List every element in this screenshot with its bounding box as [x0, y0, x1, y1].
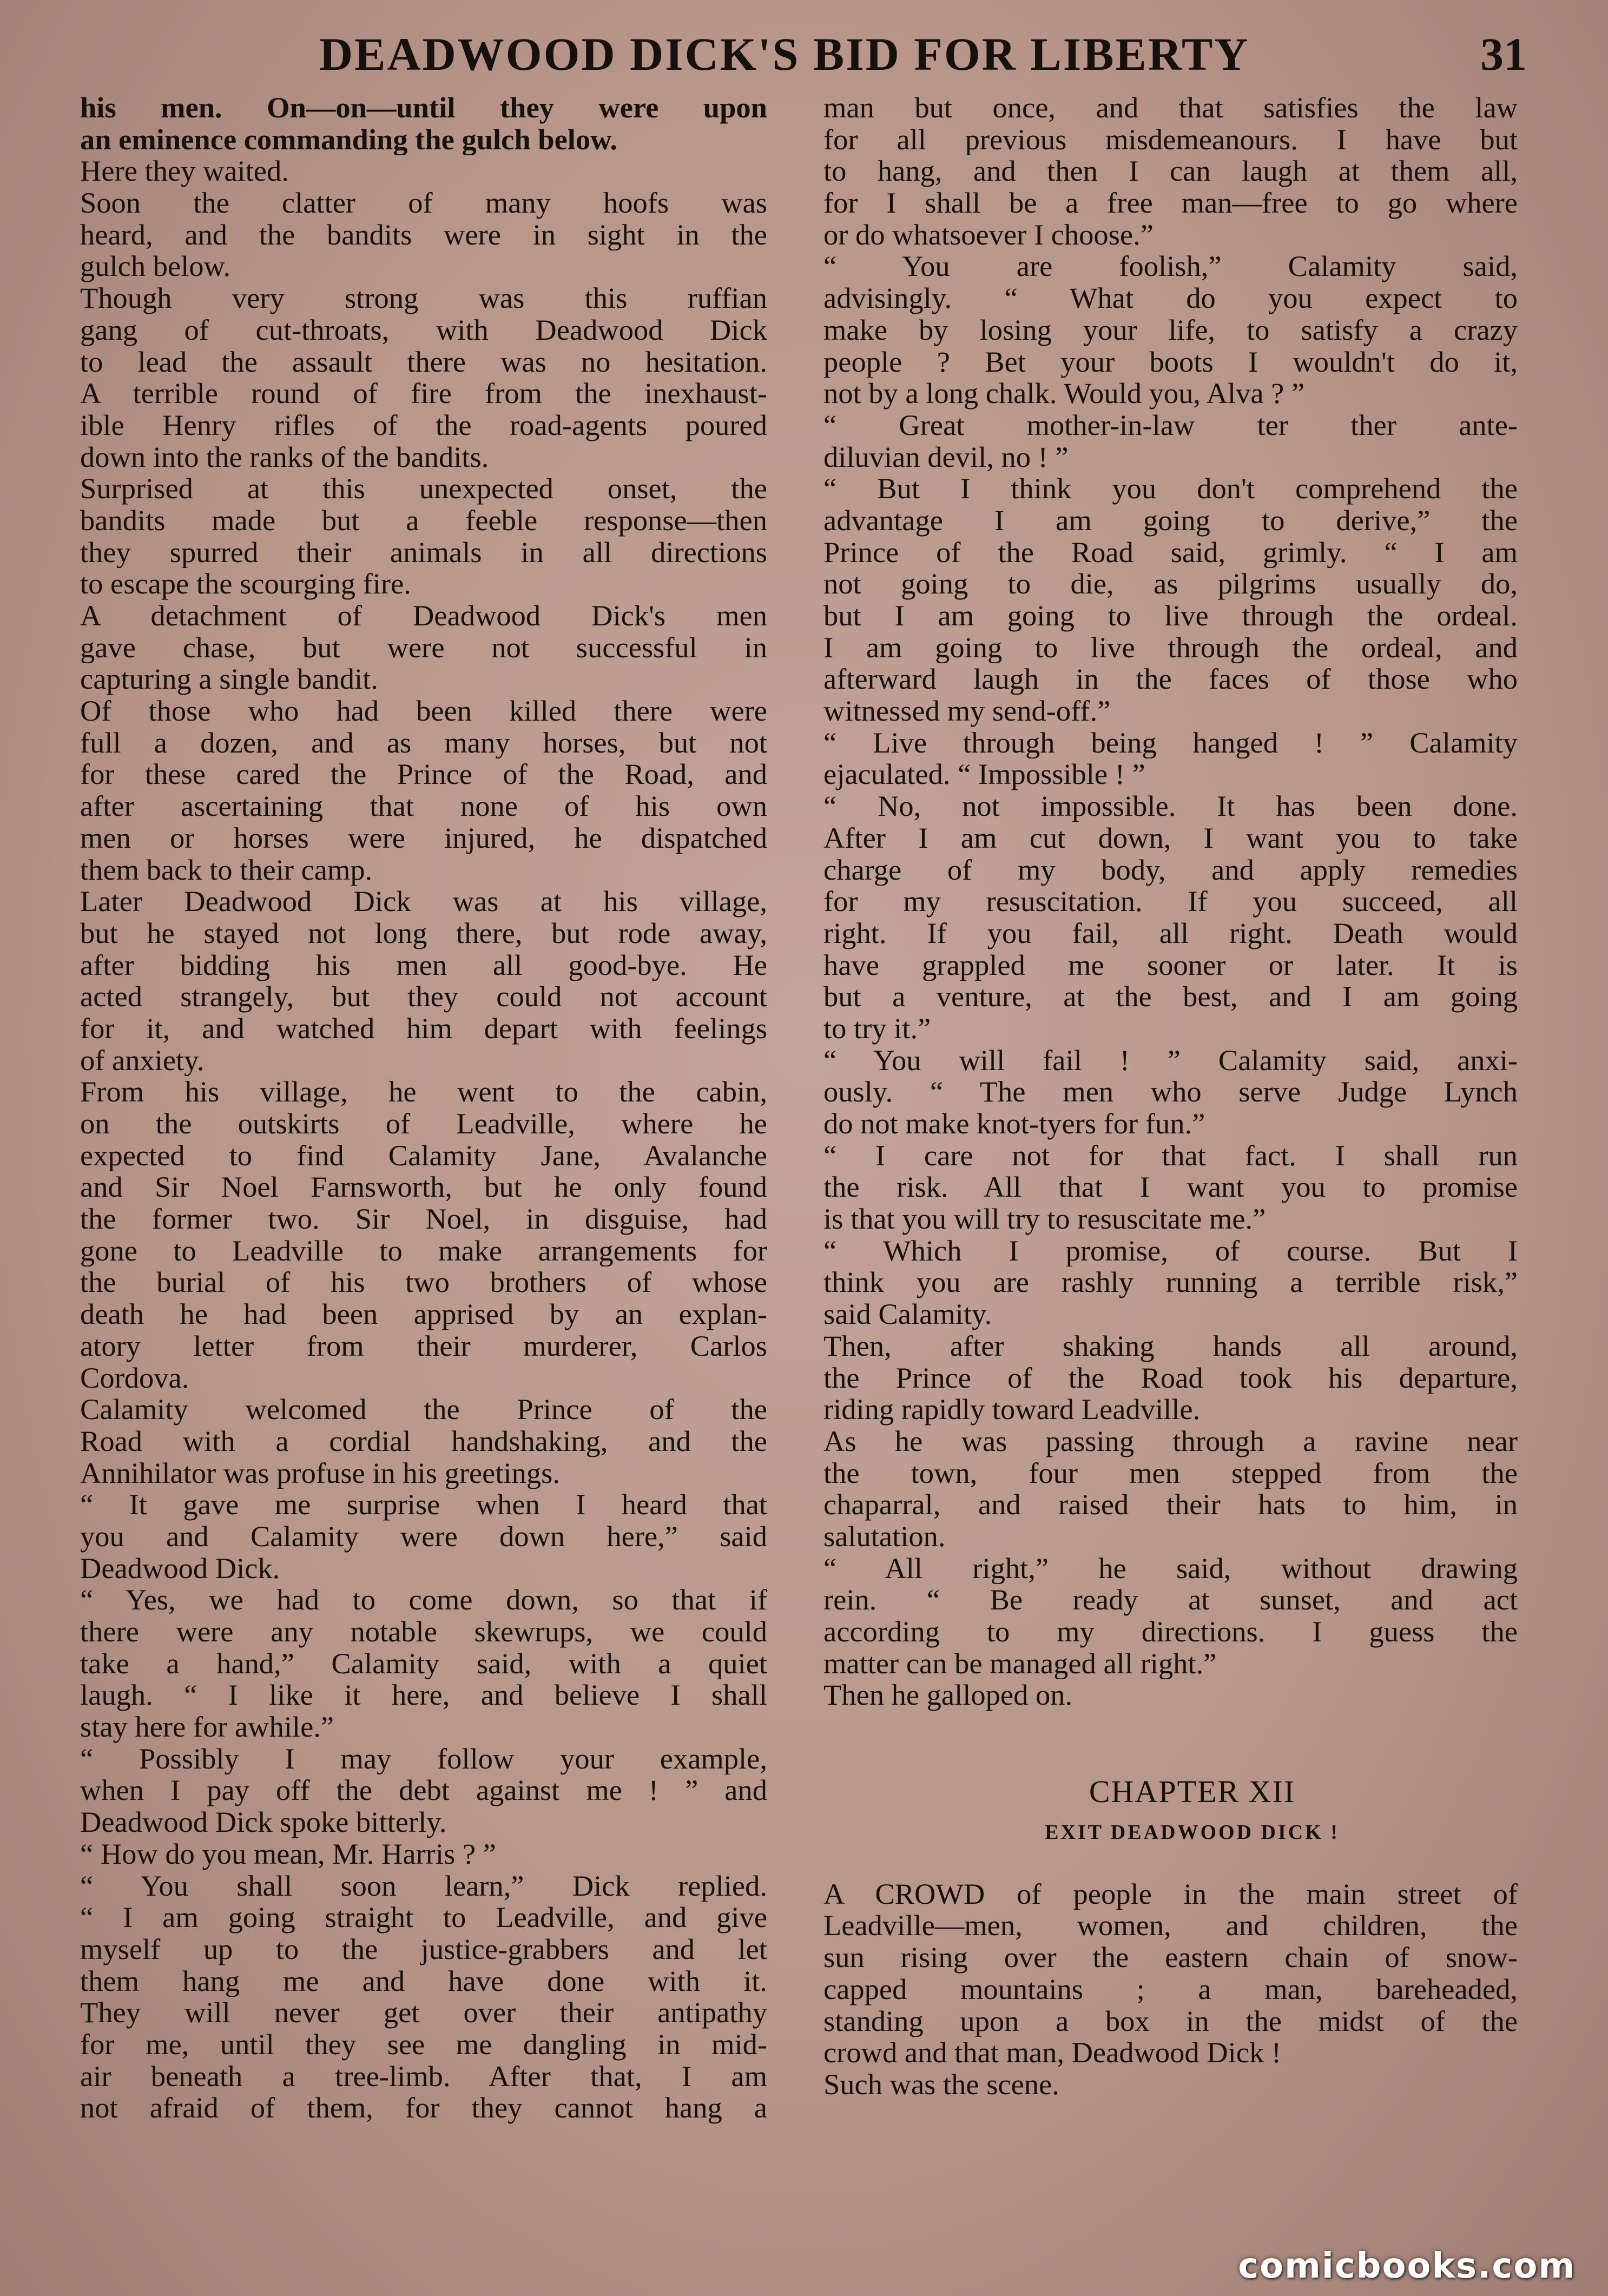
right-column — [823, 92, 1518, 2101]
text-line: after bidding his men all good-bye. He — [80, 949, 767, 981]
text-line: gang of cut-throats, with Deadwood Dick — [80, 314, 767, 346]
text-line: “ But I think you don't comprehend the — [823, 473, 1518, 505]
text-line: As he was passing through a ravine near — [823, 1425, 1518, 1457]
left-column — [80, 92, 767, 2124]
text-line: “ It gave me surprise when I heard that — [80, 1489, 767, 1521]
text-line: “ Great mother-in-law ter ther ante- — [823, 409, 1518, 441]
text-line: do not make knot-tyers for fun.” — [823, 1108, 1205, 1140]
text-line: atory letter from their murderer, Carlos — [80, 1330, 767, 1362]
text-line: A detachment of Deadwood Dick's men — [80, 600, 767, 632]
text-line: myself up to the justice-grabbers and let — [80, 1933, 767, 1965]
text-line: From his village, he went to the cabin, — [80, 1076, 767, 1108]
text-line: to hang, and then I can laugh at them all, — [823, 155, 1518, 188]
text-line: stay here for awhile.” — [80, 1711, 334, 1743]
text-line: Here they waited. — [80, 155, 289, 188]
text-line: Annihilator was profuse in his greetings. — [80, 1457, 560, 1489]
text-line: to try it.” — [823, 1012, 931, 1045]
text-line: for my resuscitation. If you succeed, all — [823, 886, 1518, 918]
text-line: ible Henry rifles of the road-agents poured — [80, 409, 767, 441]
text-line: “ I care not for that fact. I shall run — [823, 1139, 1518, 1172]
text-line: Later Deadwood Dick was at his village, — [80, 886, 767, 918]
text-line: I am going to live through the ordeal, and — [823, 631, 1518, 664]
text-line: heard, and the bandits were in sight in the — [80, 219, 767, 251]
text-line: ously. “ The men who serve Judge Lynch — [823, 1076, 1518, 1108]
text-line: according to my directions. I guess the — [823, 1616, 1518, 1648]
text-line: expected to find Calamity Jane, Avalanche — [80, 1139, 767, 1172]
text-line: you and Calamity were down here,” said — [80, 1520, 767, 1553]
text-line: they spurred their animals in all directions — [80, 536, 767, 569]
text-line: riding rapidly toward Leadville. — [823, 1394, 1201, 1426]
text-line: rein. “ Be ready at sunset, and act — [823, 1584, 1518, 1616]
text-line: take a hand,” Calamity said, with a quiet — [80, 1647, 767, 1680]
text-line: think you are rashly running a terrible risk,” — [823, 1266, 1518, 1299]
text-line: Road with a cordial handshaking, and the — [80, 1425, 767, 1457]
text-line: not going to die, as pilgrims usually do, — [823, 568, 1518, 600]
text-line: Soon the clatter of many hoofs was — [80, 187, 767, 219]
text-line: said Calamity. — [823, 1298, 992, 1330]
text-line: Surprised at this unexpected onset, the — [80, 473, 767, 505]
text-line: for me, until they see me dangling in mid- — [80, 2028, 767, 2061]
text-line: full a dozen, and as many horses, but not — [80, 727, 767, 759]
right-column-text — [823, 92, 1518, 1711]
text-line: and Sir Noel Farnsworth, but he only found — [80, 1171, 767, 1204]
text-line: Prince of the Road said, grimly. “ I am — [823, 536, 1518, 569]
text-line: Deadwood Dick spoke bitterly. — [80, 1806, 447, 1838]
text-line: “ You will fail ! ” Calamity said, anxi- — [823, 1044, 1518, 1077]
text-line: after ascertaining that none of his own — [80, 790, 767, 822]
text-line: Then, after shaking hands all around, — [823, 1330, 1518, 1362]
chapter-heading: CHAPTER XII — [1089, 1773, 1296, 1809]
watermark: comicbooks.com — [1238, 2246, 1576, 2286]
text-line: They will never get over their antipathy — [80, 1997, 767, 2029]
text-line: there were any notable skewrups, we could — [80, 1616, 767, 1648]
text-line: the risk. All that I want you to promise — [823, 1171, 1518, 1204]
text-line: on the outskirts of Leadville, where he — [80, 1108, 767, 1140]
text-line: laugh. “ I like it here, and believe I shall — [80, 1679, 767, 1712]
page-header — [81, 22, 1527, 87]
text-line: “ All right,” he said, without drawing — [823, 1552, 1518, 1585]
text-line: “ Live through being hanged ! ” Calamity — [823, 727, 1518, 759]
text-line: to lead the assault there was no hesitation. — [80, 346, 767, 378]
text-line: an eminence commanding the gulch below. — [80, 123, 618, 156]
text-line: “ Yes, we had to come down, so that if — [80, 1584, 767, 1616]
text-line: capturing a single bandit. — [80, 663, 378, 696]
text-line: Deadwood Dick. — [80, 1552, 280, 1585]
text-line: A CROWD of people in the main street of — [823, 1878, 1518, 1910]
text-line: for all previous misdemeanours. I have but — [823, 123, 1518, 156]
text-line: charge of my body, and apply remedies — [823, 854, 1518, 886]
text-line: gone to Leadville to make arrangements for — [80, 1235, 767, 1267]
text-line: for these cared the Prince of the Road, and — [80, 758, 767, 791]
text-line: Cordova. — [80, 1362, 189, 1394]
text-line: them hang me and have done with it. — [80, 1965, 767, 1997]
text-line: when I pay off the debt against me ! ” and — [80, 1774, 767, 1807]
text-line: “ I am going straight to Leadville, and give — [80, 1902, 767, 1934]
text-line: but he stayed not long there, but rode away, — [80, 917, 767, 949]
text-line: advantage I am going to derive,” the — [823, 504, 1518, 537]
text-line: After I am cut down, I want you to take — [823, 822, 1518, 854]
text-line: “ No, not impossible. It has been done. — [823, 790, 1518, 822]
text-line: of anxiety. — [80, 1044, 205, 1077]
text-line: bandits made but a feeble response—then — [80, 504, 767, 537]
text-line: standing upon a box in the midst of the — [823, 2005, 1518, 2037]
text-line: death he had been apprised by an explan- — [80, 1298, 767, 1330]
text-line: his men. On—on—until they were upon — [80, 92, 767, 124]
text-line: the former two. Sir Noel, in disguise, had — [80, 1203, 767, 1235]
text-line: people ? Bet your boots I wouldn't do it, — [823, 346, 1518, 378]
text-line: the Prince of the Road took his departure, — [823, 1362, 1518, 1394]
text-line: ejaculated. “ Impossible ! ” — [823, 758, 1145, 791]
text-line: men or horses were injured, he dispatched — [80, 822, 767, 854]
running-title: DEADWOOD DICK'S BID FOR LIBERTY — [319, 28, 1250, 80]
text-line: for I shall be a free man—free to go where — [823, 187, 1518, 219]
text-line: salutation. — [823, 1520, 946, 1553]
text-line: not afraid of them, for they cannot hang a — [80, 2092, 767, 2124]
text-line: “ Possibly I may follow your example, — [80, 1743, 767, 1775]
text-line: “ You shall soon learn,” Dick replied. — [80, 1870, 767, 1902]
text-line: Leadville—men, women, and children, the — [823, 1910, 1518, 1942]
page-number: 31 — [1480, 28, 1527, 80]
text-line: A terrible round of fire from the inexhaust- — [80, 378, 767, 410]
text-line: gulch below. — [80, 250, 230, 283]
text-line: crowd and that man, Deadwood Dick ! — [823, 2037, 1282, 2069]
text-line: is that you will try to resuscitate me.” — [823, 1203, 1266, 1235]
text-line: but a venture, at the best, and I am going — [823, 981, 1518, 1013]
text-line: advisingly. “ What do you expect to — [823, 282, 1518, 314]
text-line: witnessed my send-off.” — [823, 695, 1111, 727]
text-line: acted strangely, but they could not account — [80, 981, 767, 1013]
chapter-subheading: EXIT DEADWOOD DICK ! — [1045, 1820, 1340, 1844]
chapter-opening-text — [823, 1878, 1518, 2101]
text-line: “ Which I promise, of course. But I — [823, 1235, 1518, 1267]
text-line: but I am going to live through the ordeal. — [823, 600, 1518, 632]
text-line: Calamity welcomed the Prince of the — [80, 1394, 767, 1426]
text-line: to escape the scourging fire. — [80, 568, 411, 600]
text-line: down into the ranks of the bandits. — [80, 441, 489, 473]
text-line: chaparral, and raised their hats to him, in — [823, 1489, 1518, 1521]
text-line: sun rising over the eastern chain of snow- — [823, 1942, 1518, 1974]
text-line: or do whatsoever I choose.” — [823, 219, 1154, 251]
text-line: not by a long chalk. Would you, Alva ? ” — [823, 378, 1305, 410]
text-line: Though very strong was this ruffian — [80, 282, 767, 314]
text-line: gave chase, but were not successful in — [80, 631, 767, 664]
text-line: matter can be managed all right.” — [823, 1647, 1217, 1680]
text-line: make by losing your life, to satisfy a crazy — [823, 314, 1518, 346]
text-line: diluvian devil, no ! ” — [823, 441, 1069, 473]
text-line: Of those who had been killed there were — [80, 695, 767, 727]
text-line: Then he galloped on. — [823, 1679, 1073, 1712]
text-line: for it, and watched him depart with feelings — [80, 1012, 767, 1045]
text-line: man but once, and that satisfies the law — [823, 92, 1518, 124]
text-line: “ You are foolish,” Calamity said, — [823, 250, 1518, 283]
text-line: air beneath a tree-limb. After that, I am — [80, 2060, 767, 2093]
text-line: the town, four men stepped from the — [823, 1457, 1518, 1489]
text-line: the burial of his two brothers of whose — [80, 1266, 767, 1299]
text-line: afterward laugh in the faces of those who — [823, 663, 1518, 696]
text-line: them back to their camp. — [80, 854, 373, 886]
text-line: “ How do you mean, Mr. Harris ? ” — [80, 1838, 496, 1870]
text-line: Such was the scene. — [823, 2068, 1059, 2101]
text-line: right. If you fail, all right. Death would — [823, 917, 1518, 949]
text-line: capped mountains ; a man, bareheaded, — [823, 1973, 1518, 2005]
text-line: have grappled me sooner or later. It is — [823, 949, 1518, 981]
